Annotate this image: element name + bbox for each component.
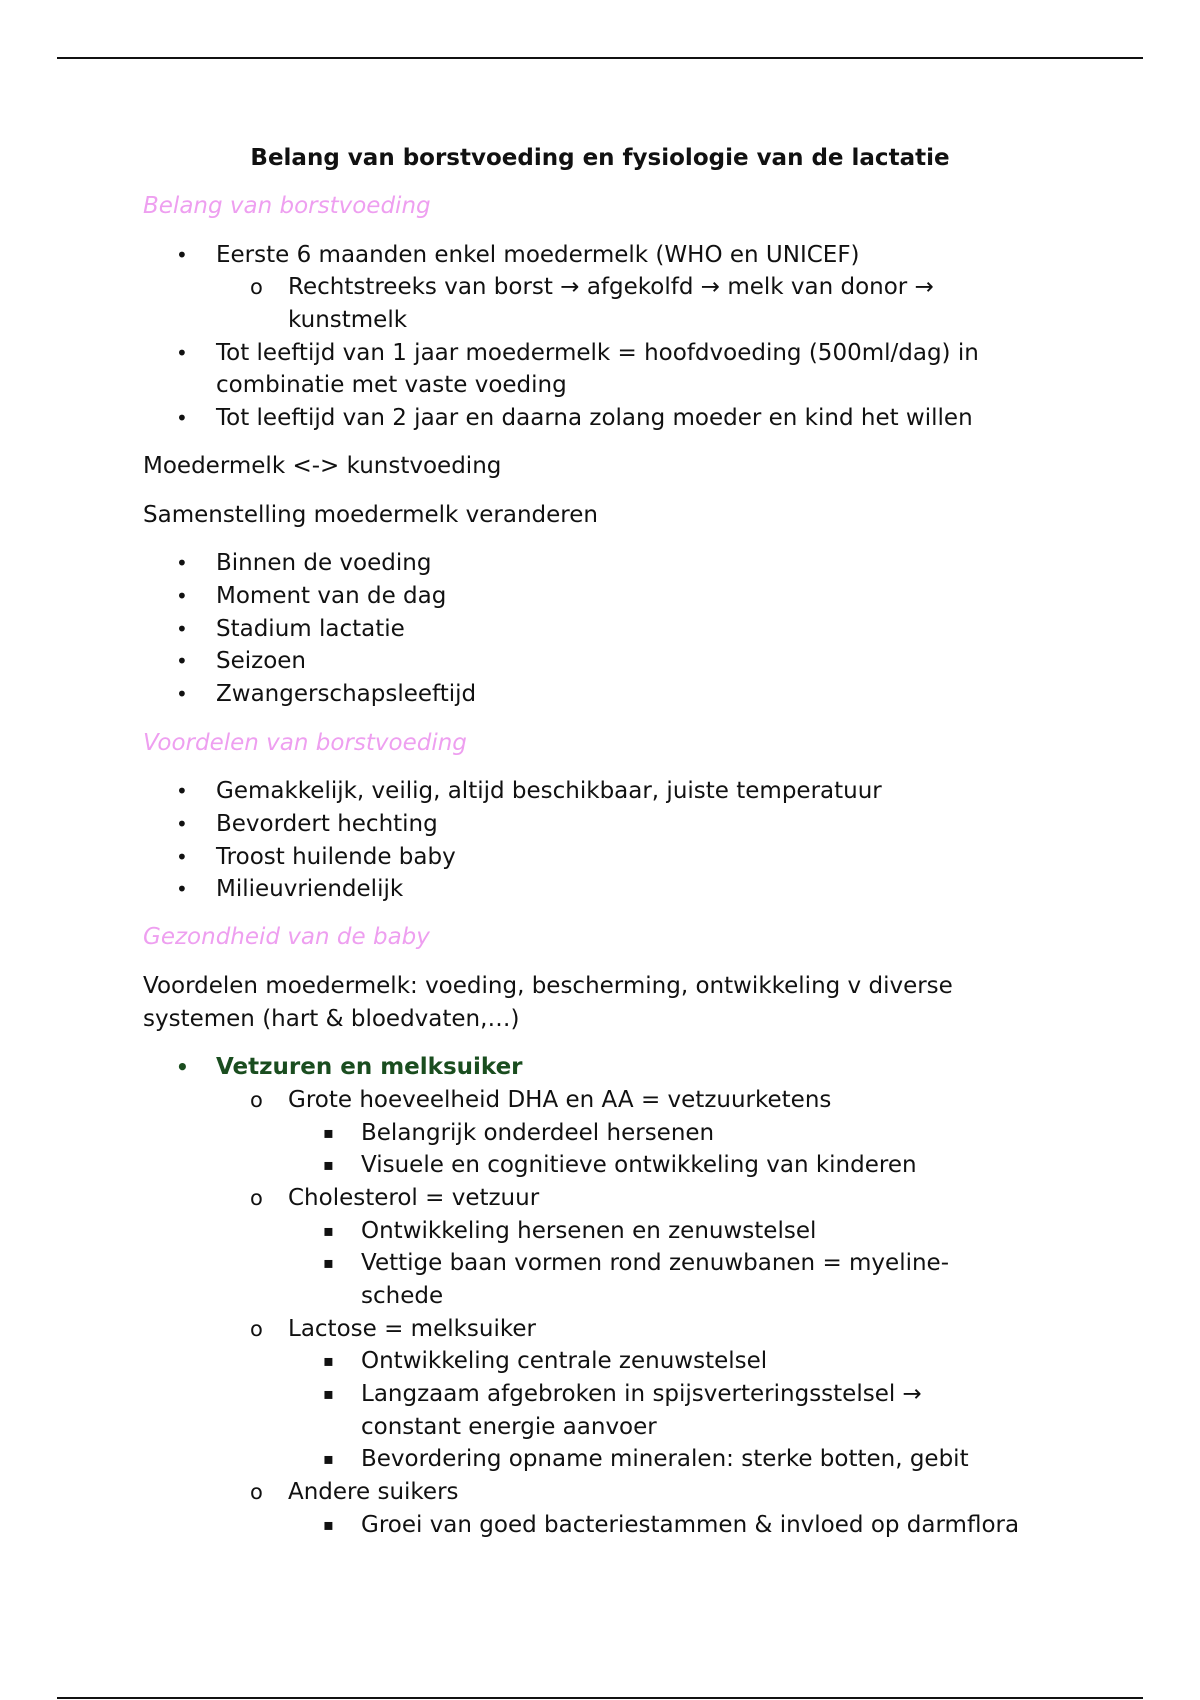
square-bullet-icon: ▪ xyxy=(323,1351,334,1370)
square-bullet-icon: ▪ xyxy=(323,1253,334,1272)
square-bullet-icon: ▪ xyxy=(323,1384,334,1403)
list-item-cont: kunstmelk xyxy=(288,307,408,333)
bullet-icon: • xyxy=(176,812,188,836)
square-bullet-icon: ▪ xyxy=(323,1515,334,1534)
list-item: Eerste 6 maanden enkel moedermelk (WHO en UNICEF) xyxy=(216,242,860,268)
list-item: Visuele en cognitieve ontwikkeling van kinderen xyxy=(361,1152,917,1178)
list-item: Andere suikers xyxy=(288,1479,459,1505)
list-item: Langzaam afgebroken in spijsverteringsstelsel → xyxy=(361,1381,922,1407)
list-item: Troost huilende baby xyxy=(216,844,456,870)
paragraph-samenstelling: Samenstelling moedermelk veranderen xyxy=(143,502,598,528)
list-item: Tot leeftijd van 2 jaar en daarna zolang moeder en kind het willen xyxy=(216,405,973,431)
bullet-icon: • xyxy=(176,551,188,575)
paragraph-moedermelk: Moedermelk <-> kunstvoeding xyxy=(143,453,502,479)
list-item: Binnen de voeding xyxy=(216,550,432,576)
sub-bullet-icon: o xyxy=(250,275,263,299)
list-item: Seizoen xyxy=(216,648,307,674)
heading-gezondheid: Gezondheid van de baby xyxy=(143,924,430,950)
bullet-icon: • xyxy=(176,682,188,706)
document-title: Belang van borstvoeding en fysiologie van de lactatie xyxy=(250,145,950,171)
list-item: Gemakkelijk, veilig, altijd beschikbaar, juiste temperatuur xyxy=(216,778,882,804)
list-item: Zwangerschapsleeftijd xyxy=(216,681,477,707)
list-item: Grote hoeveelheid DHA en AA = vetzuurketens xyxy=(288,1087,832,1113)
sub-bullet-icon: o xyxy=(250,1480,263,1504)
bullet-icon: • xyxy=(176,1055,189,1079)
sub-bullet-icon: o xyxy=(250,1186,263,1210)
bullet-icon: • xyxy=(176,584,188,608)
bullet-icon: • xyxy=(176,243,188,267)
bullet-icon: • xyxy=(176,341,188,365)
heading-voordelen: Voordelen van borstvoeding xyxy=(143,730,467,756)
list-item: Belangrijk onderdeel hersenen xyxy=(361,1120,715,1146)
square-bullet-icon: ▪ xyxy=(323,1123,334,1142)
bullet-icon: • xyxy=(176,649,188,673)
list-item: Moment van de dag xyxy=(216,583,447,609)
bullet-icon: • xyxy=(176,779,188,803)
list-item: Stadium lactatie xyxy=(216,616,405,642)
bullet-icon: • xyxy=(176,406,188,430)
list-item: Rechtstreeks van borst → afgekolfd → melk van donor → xyxy=(288,274,934,300)
list-item: Groei van goed bacteriestammen & invloed op darmflora xyxy=(361,1512,1020,1538)
square-bullet-icon: ▪ xyxy=(323,1449,334,1468)
bullet-icon: • xyxy=(176,617,188,641)
list-item: Ontwikkeling centrale zenuwstelsel xyxy=(361,1348,768,1374)
bullet-icon: • xyxy=(176,845,188,869)
list-item: Cholesterol = vetzuur xyxy=(288,1185,540,1211)
list-item-cont: schede xyxy=(361,1283,444,1309)
heading-belang: Belang van borstvoeding xyxy=(143,193,431,219)
square-bullet-icon: ▪ xyxy=(323,1155,334,1174)
bottom-rule xyxy=(57,1697,1143,1699)
list-item: Bevordert hechting xyxy=(216,811,438,837)
list-item-cont: combinatie met vaste voeding xyxy=(216,372,567,398)
top-rule xyxy=(57,57,1143,59)
sub-bullet-icon: o xyxy=(250,1317,263,1341)
list-item-vetzuren: Vetzuren en melksuiker xyxy=(216,1054,523,1080)
sub-bullet-icon: o xyxy=(250,1088,263,1112)
list-item: Tot leeftijd van 1 jaar moedermelk = hoofdvoeding (500ml/dag) in xyxy=(216,340,979,366)
square-bullet-icon: ▪ xyxy=(323,1221,334,1240)
list-item: Lactose = melksuiker xyxy=(288,1316,536,1342)
bullet-icon: • xyxy=(176,877,188,901)
list-item: Milieuvriendelijk xyxy=(216,876,404,902)
list-item: Vettige baan vormen rond zenuwbanen = myeline- xyxy=(361,1250,950,1276)
list-item-cont: constant energie aanvoer xyxy=(361,1414,657,1440)
paragraph-gezondheid: Voordelen moedermelk: voeding, bescherming, ontwikkeling v diverse xyxy=(143,973,953,999)
paragraph-gezondheid-cont: systemen (hart & bloedvaten,…) xyxy=(143,1006,520,1032)
list-item: Ontwikkeling hersenen en zenuwstelsel xyxy=(361,1218,817,1244)
list-item: Bevordering opname mineralen: sterke botten, gebit xyxy=(361,1446,969,1472)
